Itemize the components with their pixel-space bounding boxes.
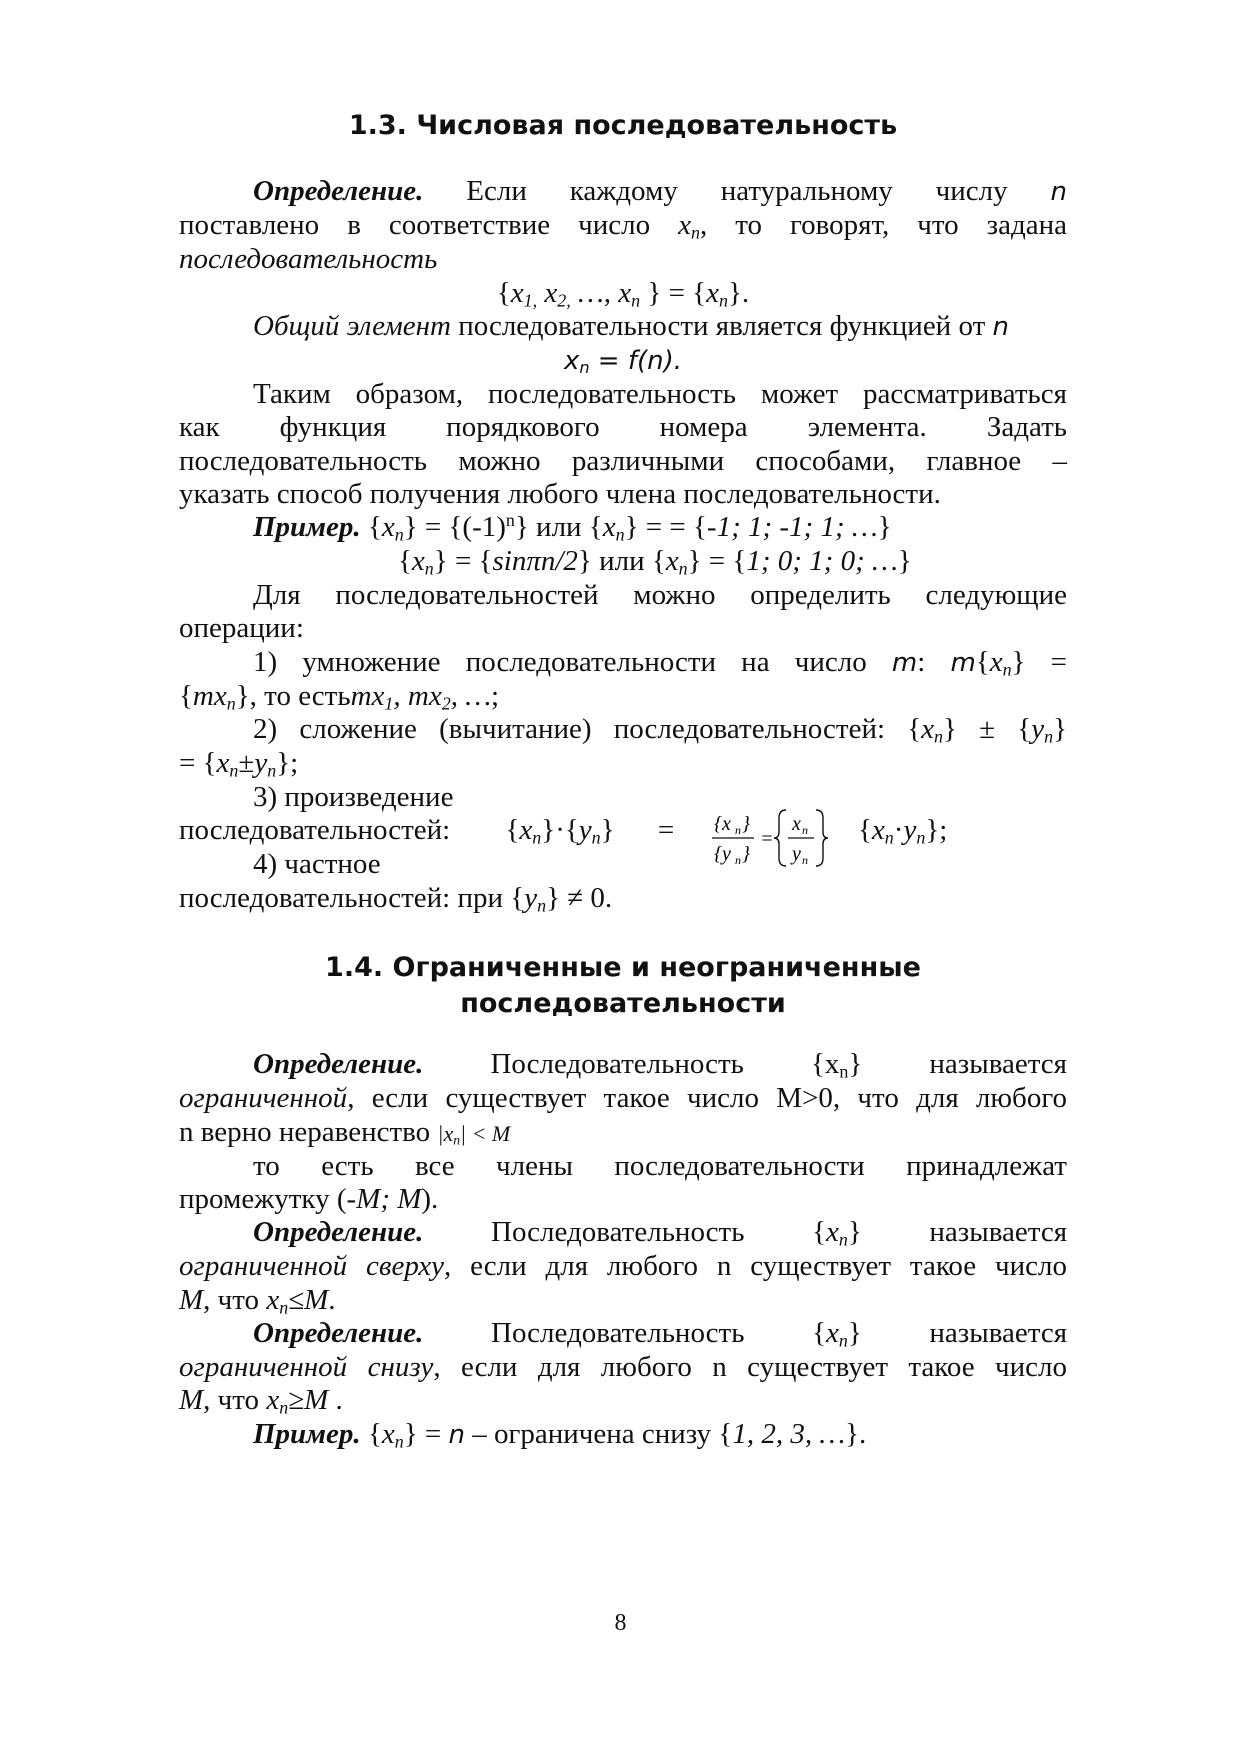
op3-line1: 3) произведение [253, 781, 454, 813]
op3-line2: последовательностей: $\{x_n\}\cdot\{y_n\}$ = [179, 814, 675, 848]
svg-text:n: n [802, 823, 808, 837]
para1-line4: указать способ получения любого члена последовательности. [179, 478, 941, 510]
general-element-line: Общий элемент последовательности является функцией от n [253, 310, 1009, 342]
svg-text:{x: {x [714, 813, 731, 835]
def3-line2: ограниченной снизу, если для любого n существует такое число [179, 1351, 1067, 1383]
def2-line1: Определение. Последовательность $\{x_n\}$ называется [253, 1216, 1068, 1250]
op3-after: $\{x_n\cdot y_n\}$; [858, 814, 948, 848]
section-title-1-4-line1: 1.4. Ограниченные и неограниченные [325, 952, 921, 983]
definition-line-2: поставлено в соответствие число $x_n$, то говорят, что задана [179, 209, 1068, 243]
def1-line3: n верно неравенство $|x_n| < M$ [179, 1116, 511, 1148]
xn-symbol: $x_n$ [678, 209, 700, 243]
definition-text: Если каждому натуральному числу [466, 175, 1008, 207]
def1-line5: промежутку (-M; M). [179, 1183, 439, 1215]
section-title-1-4-line2: последовательности [460, 988, 786, 1019]
def2-line3: M, что $x_n\le M$. [179, 1284, 336, 1318]
para1-line3: последовательность можно различными способами, главное – [179, 445, 1067, 477]
example-bounded: Пример. $\{x_n\} = n$ – ограничена снизу {1, 2, 3, …}. [253, 1418, 867, 1452]
example-line1: Пример. $\{x_n\} = \{(-1)^n\}$ или $\{x_n\}$ = = {-1; 1; -1; 1; …} [253, 510, 892, 545]
ops-line1: Для последовательностей можно определить следующие [253, 579, 1067, 611]
formula-sequence: {$x_{1,}$ $x_{2,}$ …, $x_n$ } = $\{x_n\}$. [496, 277, 750, 311]
def1-line4: то есть все члены последовательности принадлежат [253, 1150, 1067, 1182]
def3-line3: M, что $x_n\ge M$ . [179, 1384, 343, 1418]
svg-text:}: } [742, 843, 750, 865]
svg-text:}: } [742, 813, 750, 835]
op2-line2: = $\{x_n\pm y_n\}$; [179, 747, 299, 781]
svg-text:n: n [735, 823, 741, 837]
def1-line2: ограниченной, если существует такое число M>0, что для любого [179, 1082, 1067, 1114]
op4-line2: последовательностей: при $\{y_n\} \ne 0$. [179, 882, 613, 916]
term-sequence: последовательность [179, 243, 438, 275]
op2-line1: 2) сложение (вычитание) последовательностей: $\{x_n\} \pm \{y_n\}$ [253, 713, 1067, 747]
definition-line-1 [179, 173, 1067, 211]
para1-line2: как функция порядкового номера элемента. Задать [179, 411, 1067, 443]
def1-line1: Определение. Последовательность $\{x_n\}$ называется [253, 1048, 1068, 1082]
svg-text:x: x [792, 813, 801, 835]
op1-line1: 1) умножение последовательности на число m: $m\{x_n\}$ = [253, 646, 1067, 680]
svg-text:n: n [802, 853, 808, 867]
var-n: n [1050, 177, 1068, 207]
svg-text:=: = [760, 828, 774, 850]
example-line2: $\{x_n\} = \{\sin\pi n/2\}$ или $\{x_n\} = \{1$; 0; 1; 0; …} [398, 545, 912, 579]
para1-line1: Таким образом, последовательность может рассматриваться [253, 378, 1067, 410]
formula-function: $x_n = f(n)$. [563, 346, 683, 378]
svg-text:{y: {y [714, 843, 731, 865]
def3-line1: Определение. Последовательность $\{x_n\}$ называется [253, 1317, 1068, 1351]
def2-line2: ограниченной сверху, если для любого n существует такое число [179, 1250, 1067, 1282]
definition-label: Определение. [253, 175, 424, 207]
ops-line2: операции: [179, 612, 304, 644]
svg-text:y: y [792, 843, 801, 865]
page-number: 8 [614, 1610, 627, 1636]
op4-line1: 4) частное [253, 848, 381, 880]
svg-text:n: n [735, 853, 741, 867]
op1-line2: $\{mx_n\}$, то естьmx$_1$, $mx_2$, …; [179, 680, 500, 714]
section-title-1-3: 1.3. Числовая последовательность [348, 110, 898, 141]
